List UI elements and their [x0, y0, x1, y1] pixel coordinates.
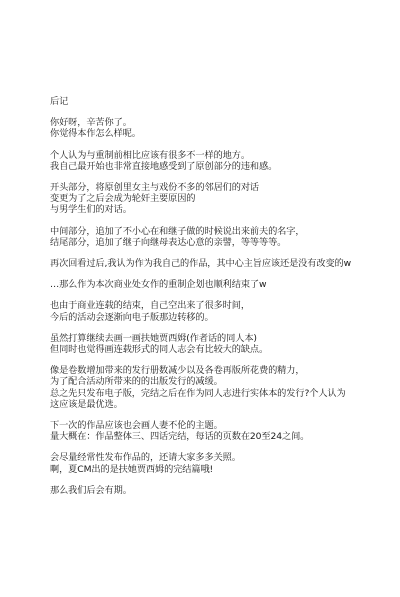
text-line: 下一次的作品应该也会画人妻不伦的主题。 — [50, 420, 223, 432]
text-line: 结尾部分，追加了继子向继母表达心意的亲譬，等等等等。 — [50, 236, 287, 248]
text-line: 你好呀，辛苦你了。 — [50, 117, 132, 129]
paragraph — [50, 333, 390, 355]
text-line: 你觉得本作怎么样呢。 — [50, 128, 141, 140]
text-line: 我自己最开始也非常直接地感受到了原创部分的违和感。 — [50, 160, 278, 172]
text-line: 总之先只发布电子版，完结之后在作为同人志进行实体本的发行?个人认为 — [50, 387, 346, 399]
text-line: 像是卷数增加带来的发行册数减少以及各卷再版所花费的精力， — [50, 365, 305, 377]
text-line: 这应该是最优选。 — [50, 398, 123, 410]
text-line: 也由于商业连载的结束，自己空出来了很多时间， — [50, 300, 250, 312]
paragraph — [50, 117, 390, 139]
text-line: …那么作为本次商业处女作的重制企划也顺利结束了w — [50, 279, 267, 291]
paragraph — [50, 226, 390, 248]
afterword-heading — [50, 96, 390, 107]
text-line: 个人认为与重制前相比应该有很多不一样的地方。 — [50, 149, 250, 161]
paragraph — [50, 300, 390, 322]
paragraph — [50, 258, 390, 269]
text-line: 变更为了之后会成为轮奸主要原因的 — [50, 193, 196, 205]
text-line: 中间部分，追加了不小心在和继子做的时候说出来前夫的名字， — [50, 225, 305, 237]
paragraph — [50, 182, 390, 216]
text-line: 那么我们后会有期。 — [50, 484, 132, 496]
paragraph — [50, 485, 390, 496]
text-line: 量大概在：作品整体三、四话完结，每话的页数在20至24之间。 — [50, 431, 310, 443]
text-line: 但同时也觉得画连载形式的同人志会有比较大的缺点。 — [50, 344, 269, 356]
heading-text: 后记 — [50, 96, 69, 107]
text-line: 与男学生们的对话。 — [50, 204, 132, 216]
paragraph — [50, 420, 390, 442]
text-line: 今后的活动会逐渐向电子版那边转移的。 — [50, 311, 214, 323]
afterword-text — [50, 96, 390, 506]
paragraph — [50, 150, 390, 172]
text-line: 虽然打算继续去画一画扶她贾西姆(作者话的同人本) — [50, 332, 257, 344]
text-line: 开头部分，将原创里女主与戏份不多的邻居们的对话 — [50, 182, 260, 194]
text-line: 会尽量经常性发布作品的，还请大家多多关照。 — [50, 452, 241, 464]
paragraph — [50, 365, 390, 410]
text-line: 为了配合活动所带来的的出版发行的减缓。 — [50, 376, 223, 388]
text-line: 再次回看过后,我认为作为我自己的作品，其中心主旨应该还是没有改变的w — [50, 258, 352, 270]
text-line: 啊，夏CM出的是扶她贾西姆的完结篇哦! — [50, 463, 214, 475]
paragraph — [50, 452, 390, 474]
paragraph — [50, 279, 390, 290]
